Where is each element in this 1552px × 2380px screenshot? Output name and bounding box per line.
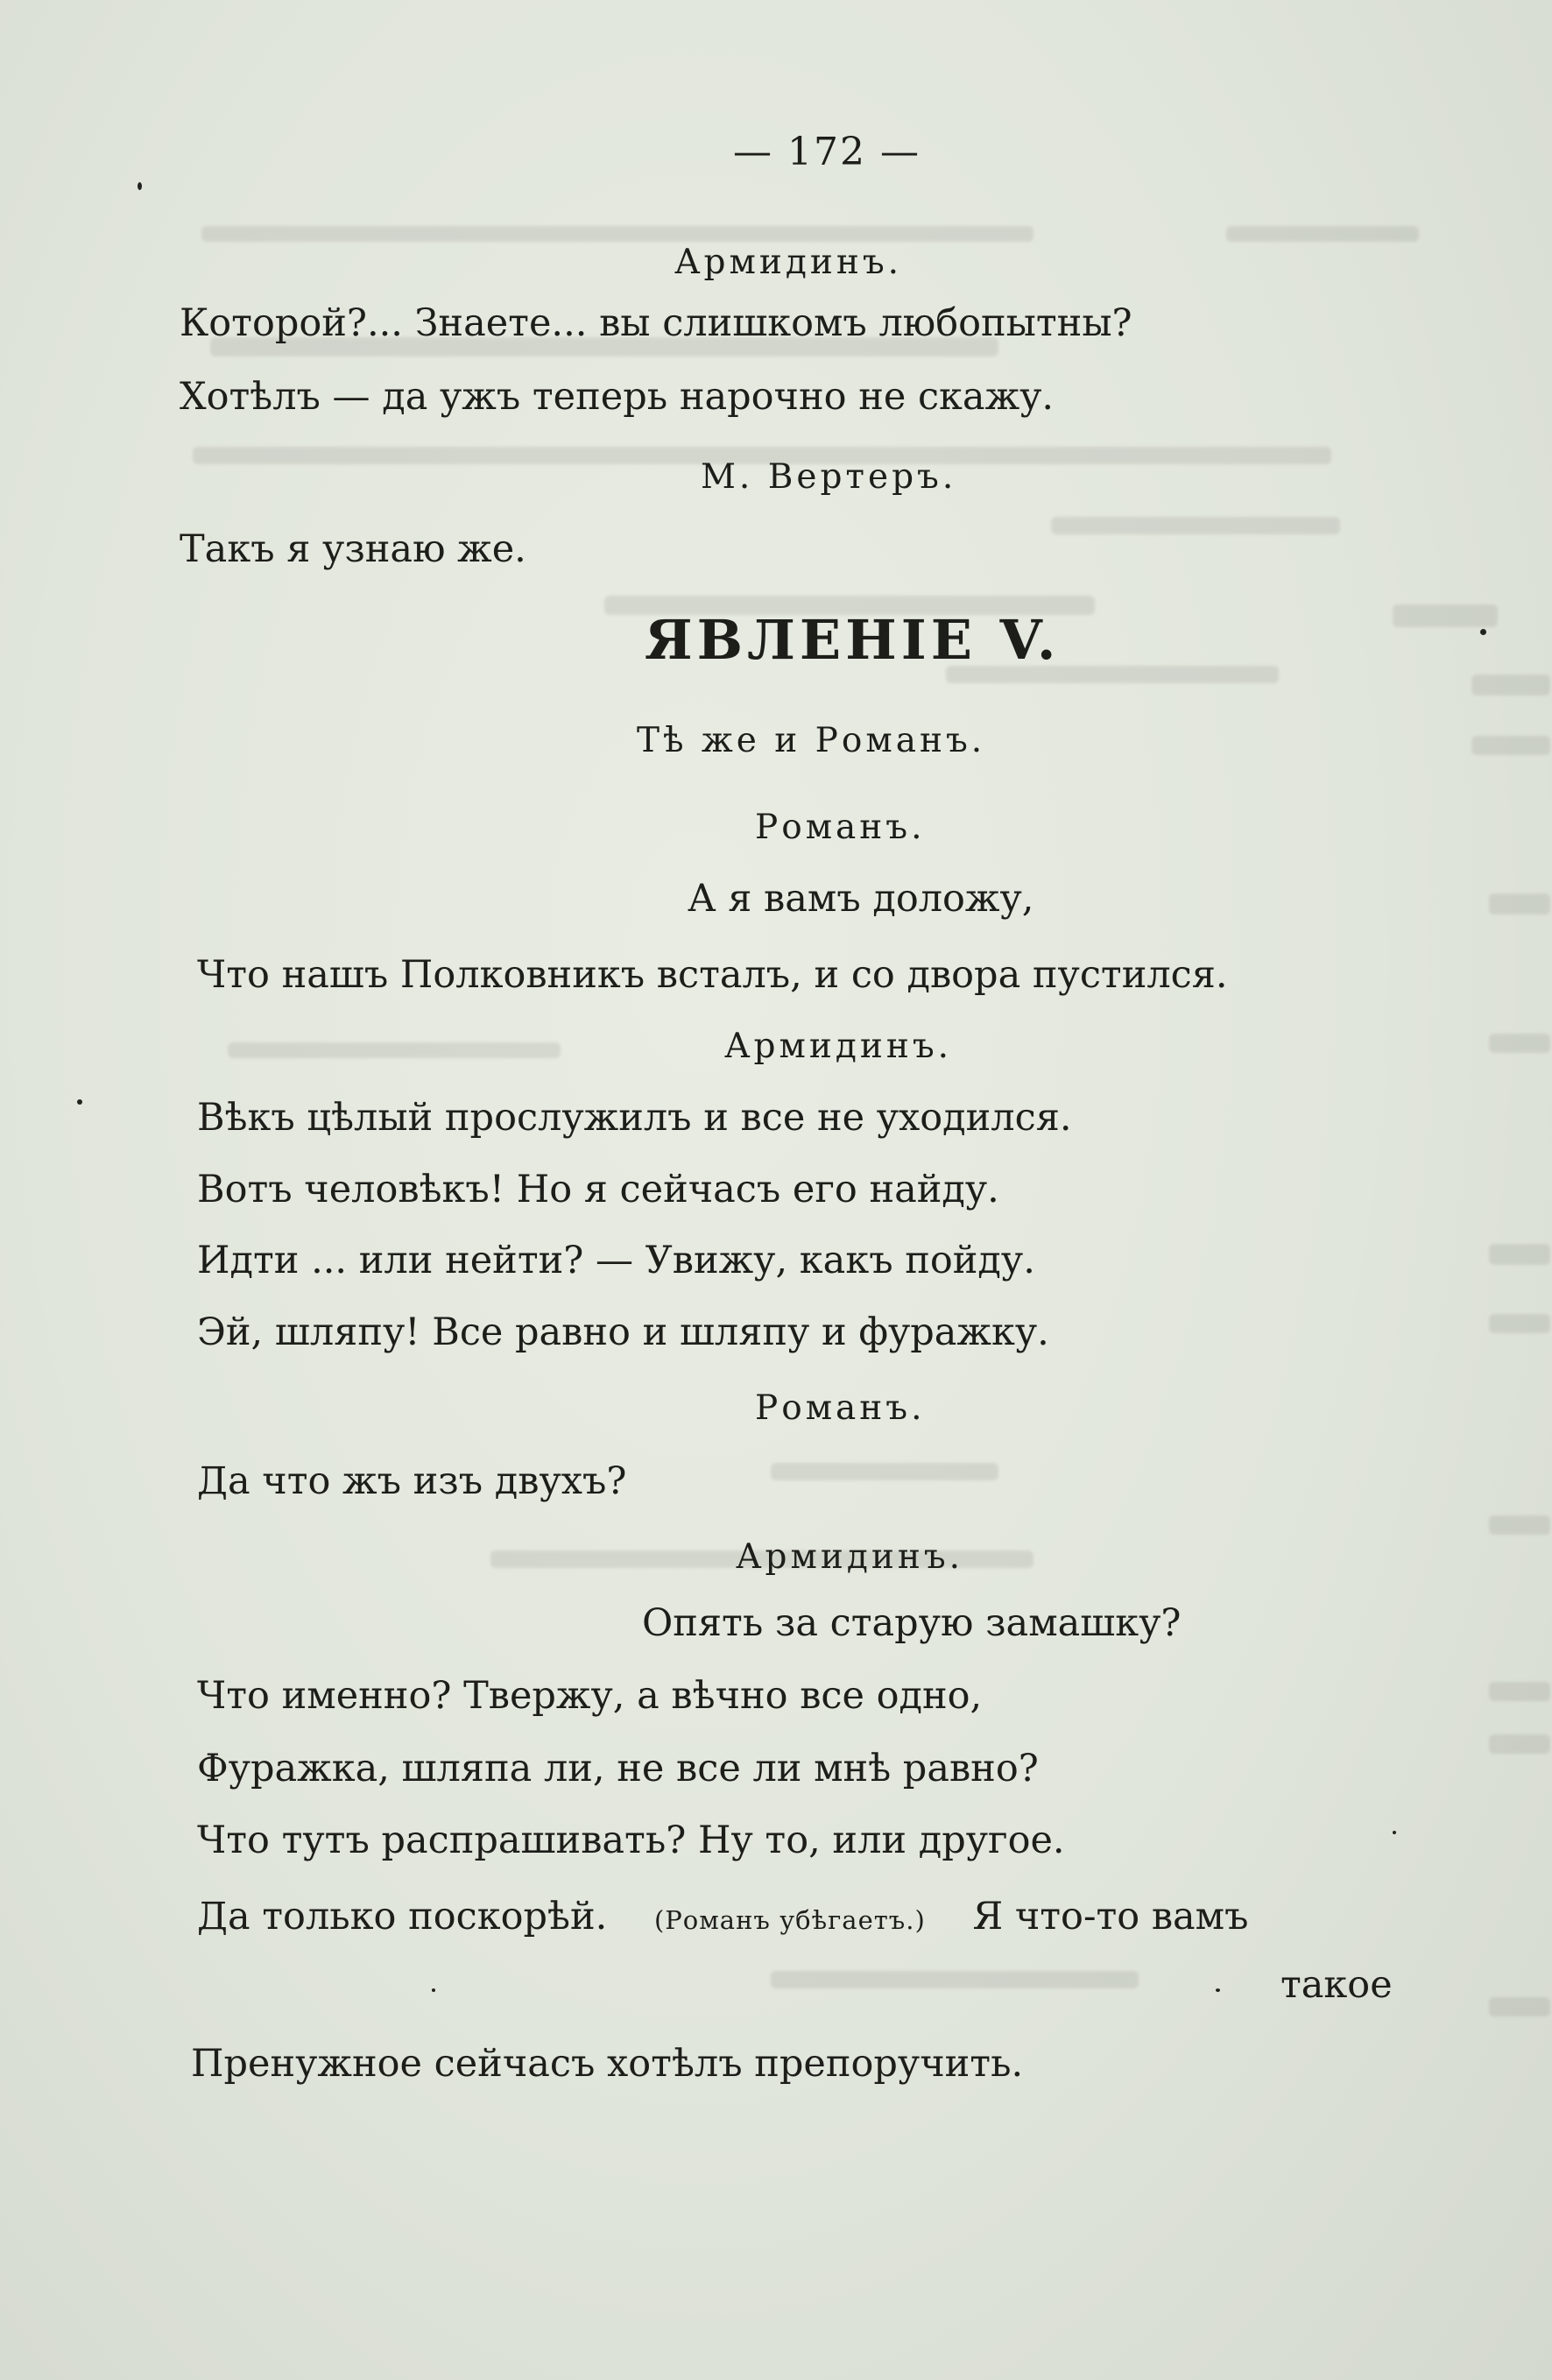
ink-speck [1393, 1831, 1396, 1834]
verse-line: Фуражка, шляпа ли, не все ли мнѣ равно? [197, 1747, 1039, 1790]
verse-text: Да только поскорѣй. [197, 1895, 608, 1939]
verse-line: Пренужное сейчасъ хотѣлъ препоручить. [191, 2042, 1024, 2086]
ink-speck [1480, 629, 1486, 635]
verse-line: Вотъ человѣкъ! Но я сейчасъ его найду. [197, 1168, 999, 1211]
verse-line: Что именно? Твержу, а вѣчно все одно, [197, 1674, 983, 1718]
ink-speck [138, 182, 142, 190]
verse-line: Эй, шляпу! Все равно и шляпу и фуражку. [197, 1310, 1049, 1354]
verse-line: Вѣкъ цѣлый прослужилъ и все не уходился. [197, 1096, 1072, 1140]
verse-line: А я вамъ доложу, [688, 877, 1034, 921]
ink-speck [77, 1099, 82, 1105]
verse-line: Идти ... или нейти? — Увижу, какъ пойду. [197, 1239, 1035, 1282]
verse-line: Да что жъ изъ двухъ? [197, 1459, 627, 1503]
ink-speck [432, 1988, 435, 1992]
verse-line-split [197, 1895, 1249, 1939]
page-number: — 172 — [733, 130, 921, 174]
speaker-name: Армидинъ. [724, 1027, 953, 1066]
verse-line: Что тутъ распрашивать? Ну то, или другое. [197, 1819, 1065, 1862]
verse-text: Я что-то вамъ [972, 1895, 1249, 1939]
speaker-name: Романъ. [755, 1388, 926, 1428]
verse-line [180, 301, 1450, 345]
speaker-name: М. Вертеръ. [701, 457, 957, 497]
scene-title: ЯВЛЕНIЕ V. [645, 608, 1061, 672]
speaker-name: Армидинъ. [736, 1537, 964, 1577]
verse-line: Что нашъ Полковникъ встaлъ, и со двора пустился. [197, 953, 1228, 997]
verse-text: Которой?... Знаете... вы слишкомъ любопытны? [180, 301, 1132, 345]
verse-line: Опять за старую замашку? [642, 1601, 1182, 1645]
verse-continuation: такое [1280, 1963, 1393, 2007]
scene-cast: Тѣ же и Романъ. [637, 721, 986, 760]
verse-line: Хотѣлъ — да ужъ теперь нарочно не скажу. [180, 375, 1055, 419]
speaker-name: Романъ. [755, 808, 926, 847]
verse-line: Такъ я узнаю же. [180, 527, 526, 571]
ink-speck [1216, 1988, 1220, 1992]
stage-direction: (Романъ убѣгаетъ.) [653, 1905, 926, 1935]
speaker-name: Армидинъ. [674, 243, 903, 282]
